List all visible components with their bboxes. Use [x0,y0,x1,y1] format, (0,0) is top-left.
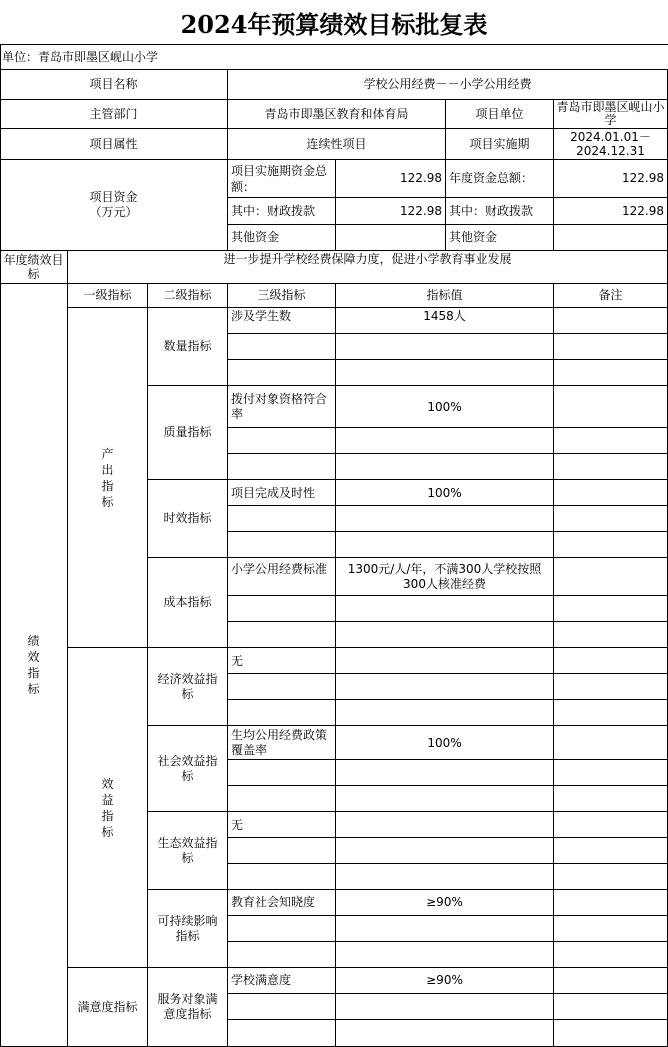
period-label: 项目实施期 [446,129,554,160]
empty-cell [554,786,668,812]
indicator-value: 100% [336,386,554,428]
project-name-label: 项目名称 [0,70,228,100]
empty-cell [554,700,668,726]
empty-cell [336,674,554,700]
other-funds-value-annual [554,225,668,251]
empty-cell [336,532,554,558]
fiscal-value-annual: 122.98 [554,198,668,225]
dept-label: 主管部门 [0,100,228,129]
indicator-value: 1300元/人/年，不满300人学校按照300人核准经费 [336,558,554,596]
empty-cell [336,622,554,648]
empty-cell [336,760,554,786]
empty-cell [228,760,336,786]
empty-cell [228,428,336,454]
secondary-service: 服务对象满意度指标 [148,968,228,1047]
indicator-value [336,648,554,674]
empty-cell [336,334,554,360]
empty-cell [336,916,554,942]
secondary-social: 社会效益指标 [148,726,228,812]
indicator-value: 1458人 [336,308,554,334]
annual-goal-text: 进一步提升学校经费保障力度，促进小学教育事业发展 [68,251,668,284]
attr-label: 项目属性 [0,129,228,160]
empty-cell [554,942,668,968]
empty-cell [554,838,668,864]
fiscal-value: 122.98 [336,198,446,225]
indicator-name: 涉及学生数 [228,308,336,334]
indicator-value: ≥90% [336,890,554,916]
annual-funds-label: 年度资金总额： [446,160,554,198]
secondary-cost: 成本指标 [148,558,228,648]
other-funds-label: 其他资金 [228,225,336,251]
empty-cell [228,334,336,360]
project-name-value: 学校公用经费－－小学公用经费 [228,70,668,100]
other-funds-value [336,225,446,251]
annual-goal-label: 年度绩效目标 [0,251,68,284]
annual-funds-value: 122.98 [554,160,668,198]
empty-cell [554,506,668,532]
secondary-sustainable: 可持续影响指标 [148,890,228,968]
empty-cell [228,622,336,648]
empty-cell [554,674,668,700]
other-funds-label-annual: 其他资金 [446,225,554,251]
empty-cell [336,360,554,386]
empty-cell [336,1020,554,1047]
secondary-timeliness: 时效指标 [148,480,228,558]
empty-cell [228,1020,336,1047]
indicator-remark [554,890,668,916]
empty-cell [228,506,336,532]
indicator-value: 100% [336,480,554,506]
empty-cell [336,506,554,532]
empty-cell [336,942,554,968]
empty-cell [554,622,668,648]
col-remark: 备注 [554,284,668,308]
perf-indicators-label [0,284,68,1047]
attr-value: 连续性项目 [228,129,446,160]
secondary-economic: 经济效益指标 [148,648,228,726]
empty-cell [336,700,554,726]
unit-line: 单位：青岛市即墨区岘山小学 [2,50,159,64]
empty-cell [228,360,336,386]
empty-cell [228,596,336,622]
group-satisfaction: 满意度指标 [68,968,148,1047]
indicator-value: ≥90% [336,968,554,994]
empty-cell [336,786,554,812]
empty-cell [554,760,668,786]
empty-cell [554,360,668,386]
indicator-name: 拨付对象资格符合率 [228,386,336,428]
empty-cell [554,532,668,558]
indicator-name: 无 [228,812,336,838]
fiscal-label-annual: 其中：财政拨款 [446,198,554,225]
empty-cell [228,532,336,558]
secondary-quantity: 数量指标 [148,308,228,386]
empty-cell [228,674,336,700]
total-funds-value: 122.98 [336,160,446,198]
empty-cell [336,864,554,890]
empty-cell [228,838,336,864]
empty-cell [228,786,336,812]
empty-cell [554,864,668,890]
project-unit-value: 青岛市即墨区岘山小学 [554,100,668,129]
indicator-remark [554,480,668,506]
indicator-remark [554,726,668,760]
fiscal-label: 其中：财政拨款 [228,198,336,225]
col-level2: 二级指标 [148,284,228,308]
group-output [68,308,148,648]
empty-cell [554,916,668,942]
empty-cell [336,454,554,480]
empty-cell [554,1020,668,1047]
indicator-name: 生均公用经费政策覆盖率 [228,726,336,760]
indicator-value [336,812,554,838]
indicator-name: 项目完成及时性 [228,480,336,506]
indicator-remark [554,968,668,994]
indicator-name: 教育社会知晓度 [228,890,336,916]
indicator-value: 100% [336,726,554,760]
group-benefit [68,648,148,968]
secondary-ecological: 生态效益指标 [148,812,228,890]
empty-cell [336,838,554,864]
empty-cell [554,454,668,480]
indicator-remark [554,558,668,596]
empty-cell [228,916,336,942]
empty-cell [228,454,336,480]
empty-cell [336,596,554,622]
indicator-remark [554,648,668,674]
group-benefit-text: 效益指标 [101,776,114,839]
col-level3: 三级指标 [228,284,336,308]
indicator-remark [554,386,668,428]
indicator-remark [554,812,668,838]
empty-cell [228,942,336,968]
dept-value: 青岛市即墨区教育和体育局 [228,100,446,129]
total-funds-label: 项目实施期资金总额： [228,160,336,198]
col-value: 指标值 [336,284,554,308]
empty-cell [554,596,668,622]
empty-cell [228,864,336,890]
indicator-remark [554,308,668,334]
col-level1: 一级指标 [68,284,148,308]
empty-cell [554,334,668,360]
period-value: 2024.01.01－2024.12.31 [554,129,668,160]
empty-cell [228,994,336,1020]
empty-cell [228,700,336,726]
empty-cell [336,428,554,454]
page-title: 2024年预算绩效目标批复表 [180,9,488,39]
empty-cell [336,994,554,1020]
empty-cell [554,994,668,1020]
secondary-quality: 质量指标 [148,386,228,480]
indicator-name: 无 [228,648,336,674]
empty-cell [554,428,668,454]
perf-indicators-text: 绩效指标 [27,634,40,696]
group-output-text: 产出指标 [101,446,114,509]
indicator-name: 小学公用经费标准 [228,558,336,596]
project-unit-label: 项目单位 [446,100,554,129]
indicator-name: 学校满意度 [228,968,336,994]
funds-label: 项目资金（万元） [0,160,228,251]
